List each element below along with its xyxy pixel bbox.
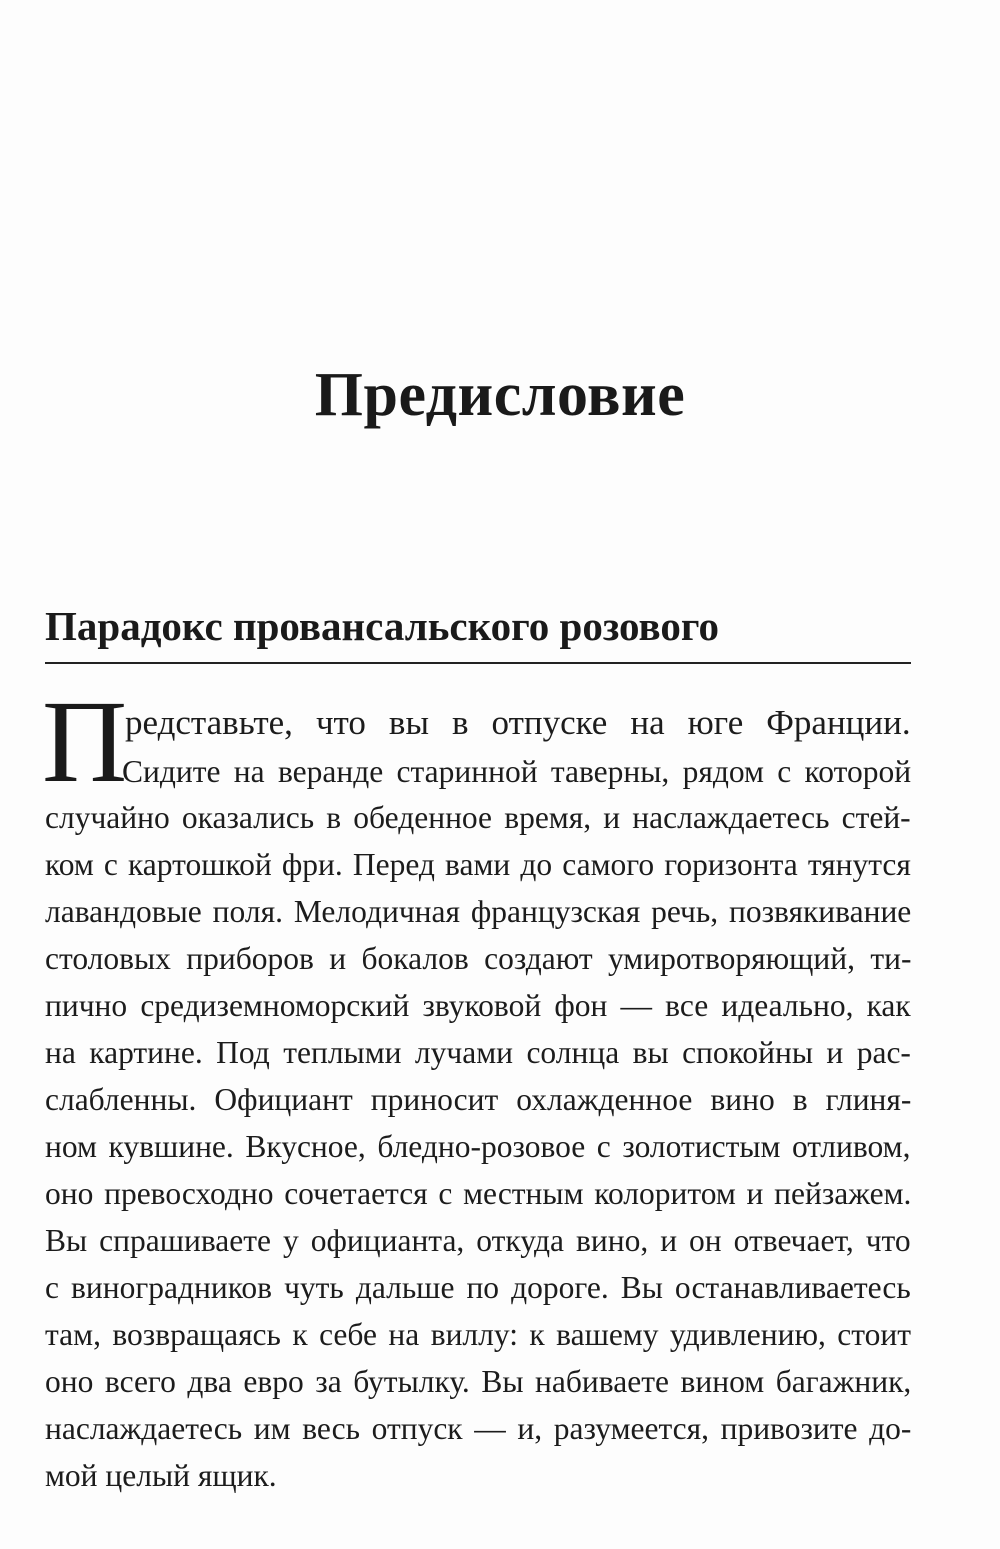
- paragraph-line: оно превосходно сочетается с местным колоритом и пейзажем.: [45, 1176, 912, 1211]
- section-heading: Парадокс провансальского розового: [45, 603, 719, 649]
- paragraph-line: наслаждаетесь им весь отпуск — и, разумеется, привозите до-: [45, 1411, 912, 1446]
- paragraph-line: случайно оказались в обеденное время, и наслаждаетесь стей-: [45, 800, 911, 835]
- paragraph-line: столовых приборов и бокалов создают умиротворяющий, ти-: [45, 941, 912, 976]
- chapter-title: Предисловие: [314, 361, 686, 429]
- paragraph-line: лавандовые поля. Мелодичная французская речь, позвякивание: [45, 894, 912, 929]
- paragraph-line: Вы спрашиваете у официанта, откуда вино, и он отвечает, что: [45, 1223, 911, 1258]
- paragraph-line: там, возвращаясь к себе на виллу: к вашему удивлению, стоит: [45, 1317, 911, 1352]
- section-divider: [45, 662, 911, 664]
- paragraph-line: редставьте, что вы в отпуске на юге Франции.: [125, 703, 911, 742]
- paragraph-line: слабленны. Официант приносит охлажденное вино в глиня-: [45, 1082, 912, 1117]
- paragraph-line: с виноградников чуть дальше по дороге. Вы останавливаетесь: [45, 1270, 911, 1305]
- paragraph-line: пично средиземноморский звуковой фон — все идеально, как: [45, 988, 911, 1023]
- paragraph-line: на картине. Под теплыми лучами солнца вы спокойны и рас-: [45, 1035, 911, 1070]
- paragraph-line: ком с картошкой фри. Перед вами до самого горизонта тянутся: [45, 847, 911, 882]
- paragraph-line: ном кувшине. Вкусное, бледно-розовое с золотистым отливом,: [45, 1129, 911, 1164]
- paragraph-line: мой целый ящик.: [45, 1458, 277, 1493]
- paragraph-line: Сидите на веранде старинной таверны, рядом с которой: [122, 754, 912, 789]
- paragraph-line: оно всего два евро за бутылку. Вы набиваете вином багажник,: [45, 1364, 912, 1399]
- drop-cap-letter: П: [42, 676, 128, 807]
